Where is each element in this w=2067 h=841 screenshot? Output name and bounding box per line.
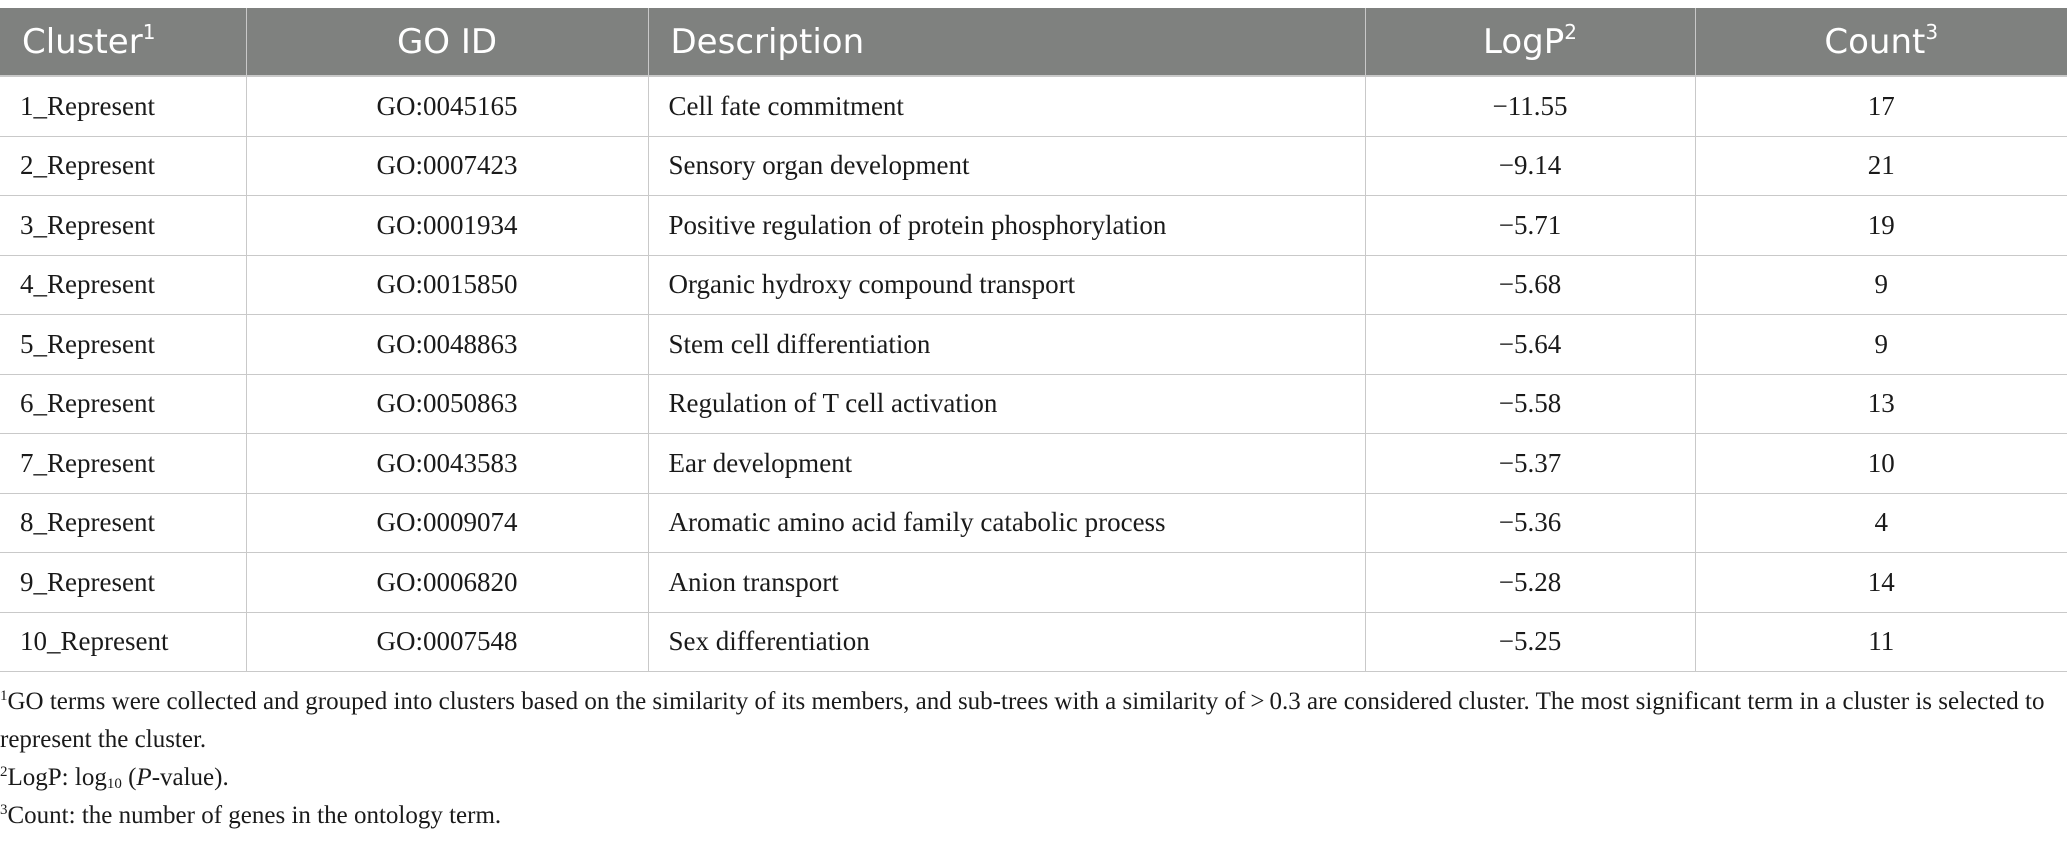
cell-description: Aromatic amino acid family catabolic process — [648, 493, 1365, 553]
footnote-2-open: ( — [121, 764, 137, 791]
cell-count: 11 — [1695, 612, 2067, 672]
footnote-2-italic: P — [136, 764, 152, 791]
cell-go-id: GO:0048863 — [246, 315, 648, 375]
cell-go-id: GO:0045165 — [246, 76, 648, 136]
table-row — [0, 136, 2067, 196]
header-go-id — [246, 8, 648, 76]
cell-cluster: 1_Represent — [0, 76, 246, 136]
cell-logp: −5.25 — [1365, 612, 1695, 672]
cell-description: Sensory organ development — [648, 136, 1365, 196]
cell-go-id: GO:0001934 — [246, 196, 648, 256]
header-row — [0, 8, 2067, 76]
cell-logp: −5.68 — [1365, 255, 1695, 315]
cell-cluster: 4_Represent — [0, 255, 246, 315]
cell-description: Ear development — [648, 434, 1365, 494]
cell-go-id: GO:0050863 — [246, 374, 648, 434]
cell-count: 10 — [1695, 434, 2067, 494]
table-row — [0, 612, 2067, 672]
cell-count: 9 — [1695, 255, 2067, 315]
footnote-3-text: Count: the number of genes in the ontology term. — [7, 802, 502, 829]
cell-description: Positive regulation of protein phosphorylation — [648, 196, 1365, 256]
footnote-2 — [0, 759, 2060, 797]
header-description-label: Description — [670, 21, 865, 62]
table-row — [0, 315, 2067, 375]
cell-description: Cell fate commitment — [648, 76, 1365, 136]
header-go-id-label: GO ID — [396, 21, 498, 62]
cell-cluster: 8_Represent — [0, 493, 246, 553]
header-logp — [1365, 8, 1695, 76]
table-row — [0, 553, 2067, 613]
cell-go-id: GO:0009074 — [246, 493, 648, 553]
cell-count: 4 — [1695, 493, 2067, 553]
header-description — [648, 8, 1365, 76]
cell-cluster: 9_Represent — [0, 553, 246, 613]
table-header — [0, 8, 2067, 76]
header-cluster-sup: 1 — [142, 19, 156, 44]
table-row — [0, 434, 2067, 494]
header-count — [1695, 8, 2067, 76]
cell-logp: −5.37 — [1365, 434, 1695, 494]
table-row — [0, 76, 2067, 136]
footnote-2-close: -value). — [151, 764, 229, 791]
cell-go-id: GO:0043583 — [246, 434, 648, 494]
cell-logp: −5.28 — [1365, 553, 1695, 613]
cell-count: 9 — [1695, 315, 2067, 375]
go-enrichment-table — [0, 8, 2067, 672]
footnote-2-prefix: LogP: log — [7, 764, 107, 791]
cell-cluster: 5_Represent — [0, 315, 246, 375]
cell-cluster: 7_Represent — [0, 434, 246, 494]
cell-logp: −5.36 — [1365, 493, 1695, 553]
table-row — [0, 196, 2067, 256]
header-count-label: Count — [1824, 21, 1926, 62]
cell-go-id: GO:0006820 — [246, 553, 648, 613]
table-footnotes — [0, 683, 2060, 835]
cell-count: 14 — [1695, 553, 2067, 613]
cell-description: Stem cell differentiation — [648, 315, 1365, 375]
cell-count: 17 — [1695, 76, 2067, 136]
cell-logp: −5.71 — [1365, 196, 1695, 256]
cell-description: Anion transport — [648, 553, 1365, 613]
cell-logp: −11.55 — [1365, 76, 1695, 136]
cell-go-id: GO:0007548 — [246, 612, 648, 672]
cell-count: 19 — [1695, 196, 2067, 256]
footnote-2-subscript: 10 — [106, 776, 122, 792]
cell-description: Organic hydroxy compound transport — [648, 255, 1365, 315]
header-logp-label: LogP — [1483, 21, 1565, 62]
cell-logp: −5.58 — [1365, 374, 1695, 434]
cell-cluster: 10_Represent — [0, 612, 246, 672]
footnote-3 — [0, 797, 2060, 835]
footnote-1-text: GO terms were collected and grouped into clusters based on the similarity of its members, and sub-trees with a similarity of > 0.3 are considered cluster. The most significant term in a cluster is selected to represent the cluster. — [0, 688, 2045, 753]
cell-logp: −5.64 — [1365, 315, 1695, 375]
footnote-3-marker: 3 — [0, 802, 8, 818]
cell-cluster: 2_Represent — [0, 136, 246, 196]
header-cluster — [0, 8, 246, 76]
cell-description: Sex differentiation — [648, 612, 1365, 672]
cell-count: 13 — [1695, 374, 2067, 434]
table-body — [0, 76, 2067, 672]
table-row — [0, 493, 2067, 553]
footnote-1 — [0, 683, 2060, 759]
cell-cluster: 6_Represent — [0, 374, 246, 434]
header-logp-sup: 2 — [1564, 19, 1577, 44]
footnote-1-marker: 1 — [0, 688, 8, 704]
cell-go-id: GO:0015850 — [246, 255, 648, 315]
table-container — [0, 8, 2067, 672]
footnote-2-marker: 2 — [0, 764, 8, 780]
header-cluster-label: Cluster — [22, 21, 143, 62]
cell-go-id: GO:0007423 — [246, 136, 648, 196]
table-row — [0, 255, 2067, 315]
header-count-sup: 3 — [1925, 19, 1939, 44]
cell-description: Regulation of T cell activation — [648, 374, 1365, 434]
cell-count: 21 — [1695, 136, 2067, 196]
cell-logp: −9.14 — [1365, 136, 1695, 196]
table-row — [0, 374, 2067, 434]
cell-cluster: 3_Represent — [0, 196, 246, 256]
